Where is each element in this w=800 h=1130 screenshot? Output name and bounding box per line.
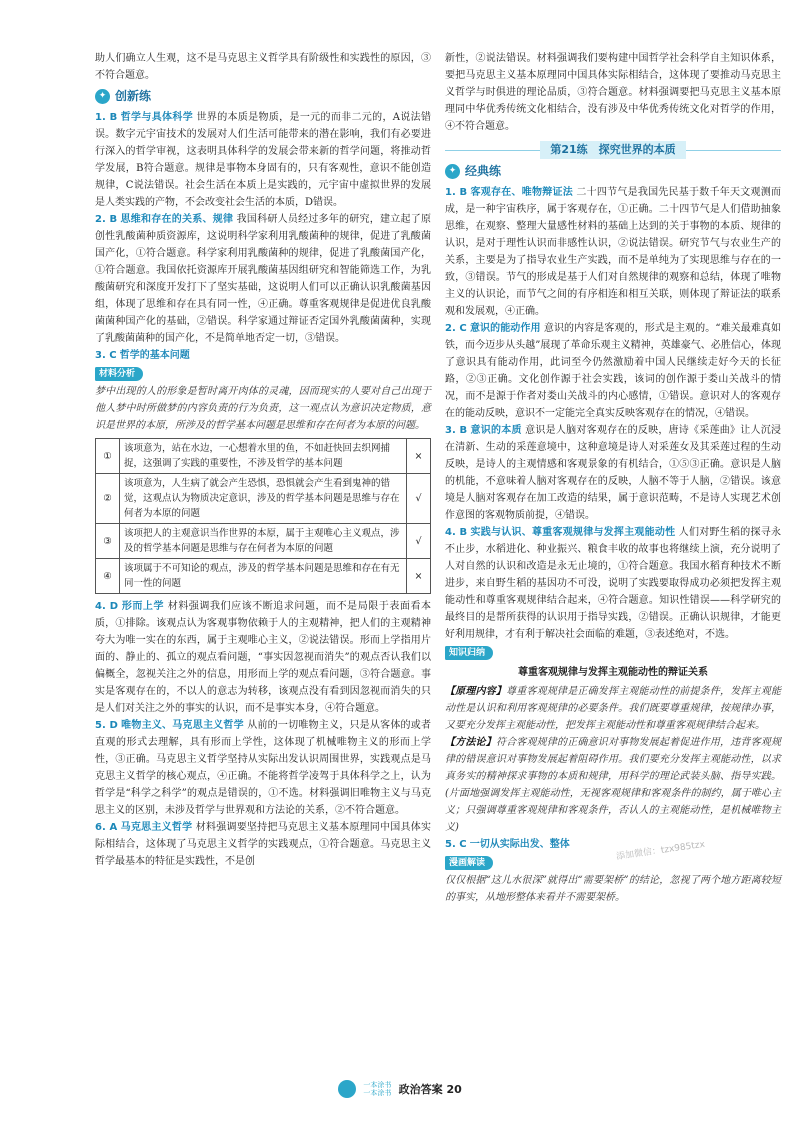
answer-text: 意识是人脑对客观存在的反映，唐诗《采莲曲》让人沉浸在清新、生动的采莲意境中，这种意境是诗人对采莲女及其采莲过程的生动反映，是诗人的主观情感和客观景象的有机结合，①⑤③正确。意识是人脑的机能，不意味着人脑对客观存在的反映，人脑不等于人脑，②错误。该意境是人脑对客观存在加工改造的结果，属于意识范畴，不是诗人实现艺术创作意图的客观物质前提，④错误。 <box>445 425 781 521</box>
row-mark: × <box>407 439 431 474</box>
topic-tag: 意识的本质 <box>470 425 522 436</box>
answer-number: 1. B <box>445 187 468 198</box>
cartoon-ribbon: 漫画解读 <box>445 856 493 870</box>
row-mark: √ <box>407 524 431 559</box>
page-footer <box>0 1080 800 1098</box>
row-mark: √ <box>407 474 431 524</box>
answer-number: 3. C <box>95 350 117 361</box>
principle-heading: 【原理内容】 <box>445 686 507 697</box>
answer-number: 2. C <box>445 323 467 334</box>
row-mark: × <box>407 559 431 594</box>
divider <box>445 150 540 151</box>
analysis-ribbon: 材料分析 <box>95 367 143 381</box>
answer-number: 5. D <box>95 720 118 731</box>
method-paragraph <box>445 734 781 836</box>
row-text: 该项意为，人生病了就会产生恐惧，恐惧就会产生看到鬼神的错觉，这观点认为物质决定意识，涉及的哲学基本问题是思维与存在何者为本原的问题 <box>120 474 407 524</box>
section-title: 创新练 <box>115 89 152 103</box>
chapter-title: 第21练 探究世界的本质 <box>540 141 685 159</box>
topic-tag: 唯物主义、马克思主义哲学 <box>121 720 244 731</box>
cartoon-text: 仅仅根据“这儿水很深”就得出“需要架桥”的结论，忽视了两个地方距离较短的事实，从地形整体来看并不需要架桥。 <box>445 875 781 903</box>
answer-number: 2. B <box>95 214 118 225</box>
row-number: ① <box>96 439 120 474</box>
section-title: 经典练 <box>465 164 502 178</box>
row-number: ③ <box>96 524 120 559</box>
answer-item <box>95 347 431 364</box>
topic-tag: 形而上学 <box>121 601 165 612</box>
topic-tag: 客观存在、唯物辩证法 <box>470 187 573 198</box>
answer-number: 4. D <box>95 601 119 612</box>
left-column <box>95 50 431 870</box>
page-number: 政治答案 20 <box>398 1082 462 1096</box>
answer-text: 人们对野生稻的探寻永不止步，水稻进化、种业振兴、粮食丰收的故事也将继续上演，充分说明了人对自然的认识和改造是永无止境的，①符合题意。我国水稻育种技术不断进步，来自野生稻的基因功不可没，说明了实践要取得成功必须把发挥主观能动性和尊重客观规律结合起来，④符合题意。知识性错误——科学研究的最终目的是帮所获得的认识用于指导实践，②错误。正确认识规律，才能更好利用规律，才有利于解决社会面临的难题，③表述绝对，不选。 <box>445 527 781 640</box>
row-text: 该项意为，站在水边，一心想着水里的鱼，不如赶快回去织网捕捉，这强调了实践的重要性，不涉及哲学的基本问题 <box>120 439 407 474</box>
section-classic <box>445 163 781 180</box>
table-row <box>96 524 431 559</box>
topic-tag: 马克思主义哲学 <box>120 822 193 833</box>
answer-item <box>445 320 781 422</box>
row-text: 该项属于不可知论的观点，涉及的哲学基本问题是思维和存在有无同一性的问题 <box>120 559 407 594</box>
answer-item <box>445 184 781 320</box>
mascot-icon <box>338 1080 356 1098</box>
knowledge-title: 尊重客观规律与发挥主观能动性的辩证关系 <box>518 667 708 678</box>
principle-text: 尊重客观规律是正确发挥主观能动性的前提条件，发挥主观能动性是认识和利用客观规律的必要条件。我们既要尊重规律，按规律办事，又要充分发挥主观能动性，把发挥主观能动性和尊重客观规律结合起来。 <box>445 686 781 731</box>
intro-paragraph: 新性，②说法错误。材料强调我们要构建中国哲学社会科学自主知识体系，要把马克思主义基本原理同中国具体实际相结合，这体现了要推动马克思主义哲学与时俱进的理论品质，③符合题意。材料强调要把马克思主义基本原理同中华优秀传统文化相结合，没有涉及中华优秀传统文化对哲学的作用，④不符合题意。 <box>445 53 781 132</box>
answer-item <box>95 717 431 819</box>
answer-item <box>95 598 431 717</box>
lightbulb-icon: ✦ <box>445 164 460 179</box>
topic-tag: 思维和存在的关系、规律 <box>120 214 234 225</box>
method-heading: 【方法论】 <box>445 737 496 748</box>
answer-number: 6. A <box>95 822 118 833</box>
answer-text: 从前的一切唯物主义，只是从客体的或者直观的形式去理解，具有形而上学性，这体现了机械唯物主义的形而上学性，③正确。马克思主义哲学坚持从实际出发认识周围世界，实践观点是马克思主义哲学的核心观点，④正确。不能将哲学凌驾于具体科学之上，认为哲学是“科学之科学”的观点是错误的，①不选。材料强调旧唯物主义与马克思主义的区别，未涉及哲学与世界观和方法论的关系，②不符合题意。 <box>95 720 431 816</box>
topic-tag: 意识的能动作用 <box>469 323 541 334</box>
divider <box>686 150 781 151</box>
lightbulb-icon: ✦ <box>95 89 110 104</box>
table-row <box>96 439 431 474</box>
answer-text: 二十四节气是我国先民基于数千年天文观测而成，是一种宇宙秩序，属于客观存在，①正确。二十四节气是人们借助抽象思维，在观察、整理大量感性材料的基础上达到的关于事物的本质、规律的认识，是对于理性认识而非感性认识，②说法错误。研究节气与农业生产的关系，主要是为了指导农业生产实践，而不是单纯为了实现思维与存在的一致，③错误。节气的形成是基于人们对自然规律的观察和总结，体现了唯物主义的认识论，而节气之间的有序相连和相互关联，则体现了辩证法的联系观和发展观，④正确。 <box>445 187 781 317</box>
watermark-text: 添加微信：tzx985tzx <box>615 839 706 863</box>
answer-item <box>95 109 431 211</box>
answer-text: 材料强调我们应该不断追求问题，而不是局限于表面看本质，①排除。该观点认为客观事物依赖于人的主观精神，把人们的主观精神夸大为唯一实在的东西，属于主观唯心主义，②说法错误。形而上学指用片面的、静止的、孤立的观点看问题，“事实因忽视而消失”的观点否认我们以偏概全，忽视关注之外的信息，用形而上学的观点看问题，③符合题意。事实是客观存在的，不以人的意志为转移，该观点没有看到因忽视而消失的只是人们对关注之外的事实的认识，而不是事实本身，④符合题意。 <box>95 601 432 714</box>
row-number: ④ <box>96 559 120 594</box>
brand-line: 一本涂书 <box>363 1081 392 1089</box>
chapter-heading <box>445 141 781 159</box>
table-row <box>96 559 431 594</box>
topic-tag: 哲学与具体科学 <box>120 112 194 123</box>
table-row <box>96 474 431 524</box>
answer-text: 世界的本质是物质，是一元的而非二元的，A说法错误。数字元宇宙技术的发展对人们生活可能带来的潜在影响，我们有必要进行深入的哲学审视，这表明具体科学的发展会带来新的哲学问题，将推动哲学发展，B符合题意。规律是事物本身固有的，只有客观性，意识不能创造规律，C说法错误。社会生活在本质上是实践的，元宇宙中虚拟世界的发展是人类实践的产物，不会改变社会生活的本质，D错误。 <box>95 112 431 208</box>
answer-number: 1. B <box>95 112 118 123</box>
answer-item <box>445 836 781 853</box>
analysis-text: 梦中出现的人的形象是暂时离开肉体的灵魂，因而现实的人要对自己出现于他人梦中时所做梦的内容负责的行为负责，这一观点认为意识决定物质，意识是世界的本原，所涉及的哲学基本问题是思维和存在何者为本原的问题。 <box>95 386 431 431</box>
topic-tag: 一切从实际出发、整体 <box>469 839 570 850</box>
answer-item <box>445 422 781 524</box>
answer-item <box>95 211 431 347</box>
section-innovate <box>95 88 431 105</box>
brand-line: 一本涂书 <box>363 1089 392 1097</box>
answer-item <box>95 819 431 870</box>
answer-number: 3. B <box>445 425 468 436</box>
row-text: 该项把人的主观意识当作世界的本原，属于主观唯心主义观点，涉及的哲学基本问题是思维与存在何者为本原的问题 <box>120 524 407 559</box>
topic-tag: 哲学的基本问题 <box>119 350 190 361</box>
knowledge-ribbon: 知识归纳 <box>445 646 493 660</box>
answer-text: 材料强调要坚持把马克思主义基本原理同中国具体实际相结合，这体现了马克思主义哲学的实践观点，①符合题意。马克思主义哲学最基本的特征是实践性，不是创 <box>95 822 431 867</box>
right-column <box>445 50 781 906</box>
intro-paragraph: 助人们确立人生观，这不是马克思主义哲学具有阶级性和实践性的原因，③不符合题意。 <box>95 53 431 81</box>
topic-tag: 实践与认识、尊重客观规律与发挥主观能动性 <box>470 527 676 538</box>
brand-logo <box>363 1081 391 1097</box>
analysis-table <box>95 438 431 594</box>
method-text: 符合客观规律的正确意识对事物发展起着促进作用，违背客观规律的错误意识对事物发展起着阻碍作用。我们要充分发挥主观能动性，以求真务实的精神探求事物的本质和规律，用科学的理论武装头脑、指导实践。(片面地强调发挥主观能动性，无视客观规律和客观条件的制约，属于唯心主义；只强调尊重客观规律和客观条件，否认人的主观能动性，是机械唯物主义) <box>445 737 781 833</box>
answer-text: 我国科研人员经过多年的研究，建立起了原创性乳酸菌种质资源库，这说明科学家利用乳酸菌种的规律，促进了乳酸菌国产化，①符合题意。科学家利用乳酸菌种的规律，促进了乳酸菌国产化，①符合题意。我国依托资源库开展乳酸菌基因组研究和智能筛选工作，为乳酸菌研究和深度开发打下了坚实基础，这说明人们可以正确认识乳酸菌基因组，体现了思维和存在具有同一性，④正确。尊重客观规律是促进优良乳酸菌菌种国产化的基础，②错误。科学家通过辩证否定国外乳酸菌菌种，实现了乳酸菌菌种的国产化，不是简单地否定一切，③错误。 <box>95 214 431 344</box>
answer-number: 4. B <box>445 527 468 538</box>
answer-text: 意识的内容是客观的，形式是主观的。“难关最难真如铁，而今迈步从头越”展现了革命乐观主义精神，英雄豪气、必胜信心，体现了意识具有能动作用，此词至今仍然激励着中国人民继续走好今天的长征路，②③正确。文化创作源于社会实践，该词的创作源于娄山关战斗的情况，而不是源于作者对娄山关战斗的内心感情，①错误。意识对人的客观存在的能动反映，意识不一定能完全真实反映客观存在的情况，④错误。 <box>445 323 782 419</box>
answer-item <box>445 524 781 643</box>
row-number: ② <box>96 474 120 524</box>
answer-number: 5. C <box>445 839 467 850</box>
principle-paragraph <box>445 683 781 734</box>
